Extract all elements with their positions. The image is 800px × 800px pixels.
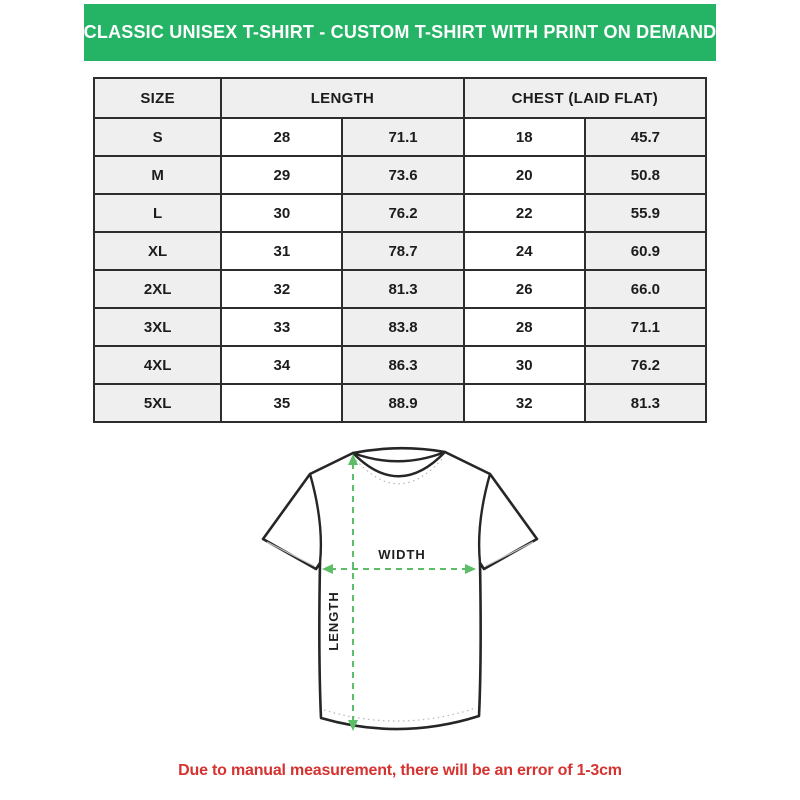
size-cell: 2XL [94, 270, 221, 308]
length-cm-cell: 76.2 [342, 194, 463, 232]
chest-cm-cell: 60.9 [585, 232, 706, 270]
chest-in-cell: 30 [464, 346, 585, 384]
title-banner [84, 4, 716, 61]
header-length: LENGTH [221, 78, 463, 118]
chest-in-cell: 22 [464, 194, 585, 232]
size-cell: M [94, 156, 221, 194]
table-row [94, 156, 706, 194]
chest-cm-cell: 81.3 [585, 384, 706, 422]
length-in-cell: 32 [221, 270, 342, 308]
size-cell: 3XL [94, 308, 221, 346]
length-in-cell: 28 [221, 118, 342, 156]
header-chest: CHEST (LAID FLAT) [464, 78, 706, 118]
length-in-cell: 33 [221, 308, 342, 346]
tshirt-outline [263, 448, 537, 729]
size-cell: 5XL [94, 384, 221, 422]
table-row [94, 270, 706, 308]
size-cell: S [94, 118, 221, 156]
length-in-cell: 30 [221, 194, 342, 232]
size-cell: 4XL [94, 346, 221, 384]
chest-cm-cell: 66.0 [585, 270, 706, 308]
chest-in-cell: 20 [464, 156, 585, 194]
length-cm-cell: 83.8 [342, 308, 463, 346]
table-row [94, 194, 706, 232]
table-row [94, 346, 706, 384]
page-title: CLASSIC UNISEX T-SHIRT - CUSTOM T-SHIRT WITH PRINT ON DEMAND [83, 22, 717, 42]
chest-cm-cell: 71.1 [585, 308, 706, 346]
size-table [93, 77, 707, 423]
table-row [94, 118, 706, 156]
table-row [94, 384, 706, 422]
chest-in-cell: 24 [464, 232, 585, 270]
table-row [94, 308, 706, 346]
chest-cm-cell: 50.8 [585, 156, 706, 194]
length-cm-cell: 86.3 [342, 346, 463, 384]
chest-cm-cell: 45.7 [585, 118, 706, 156]
tshirt-diagram [250, 438, 550, 748]
length-cm-cell: 71.1 [342, 118, 463, 156]
length-in-cell: 31 [221, 232, 342, 270]
chest-in-cell: 28 [464, 308, 585, 346]
chest-in-cell: 32 [464, 384, 585, 422]
measurement-note: Due to manual measurement, there will be an error of 1-3cm [178, 762, 622, 779]
length-cm-cell: 73.6 [342, 156, 463, 194]
size-cell: XL [94, 232, 221, 270]
chest-in-cell: 18 [464, 118, 585, 156]
table-header-row [94, 78, 706, 118]
table-row [94, 232, 706, 270]
header-size: SIZE [94, 78, 221, 118]
length-in-cell: 34 [221, 346, 342, 384]
length-cm-cell: 88.9 [342, 384, 463, 422]
width-label: WIDTH [378, 547, 426, 562]
chest-cm-cell: 55.9 [585, 194, 706, 232]
length-in-cell: 29 [221, 156, 342, 194]
chest-in-cell: 26 [464, 270, 585, 308]
length-cm-cell: 81.3 [342, 270, 463, 308]
chest-cm-cell: 76.2 [585, 346, 706, 384]
length-label: LENGTH [326, 591, 341, 651]
length-cm-cell: 78.7 [342, 232, 463, 270]
length-in-cell: 35 [221, 384, 342, 422]
size-cell: L [94, 194, 221, 232]
